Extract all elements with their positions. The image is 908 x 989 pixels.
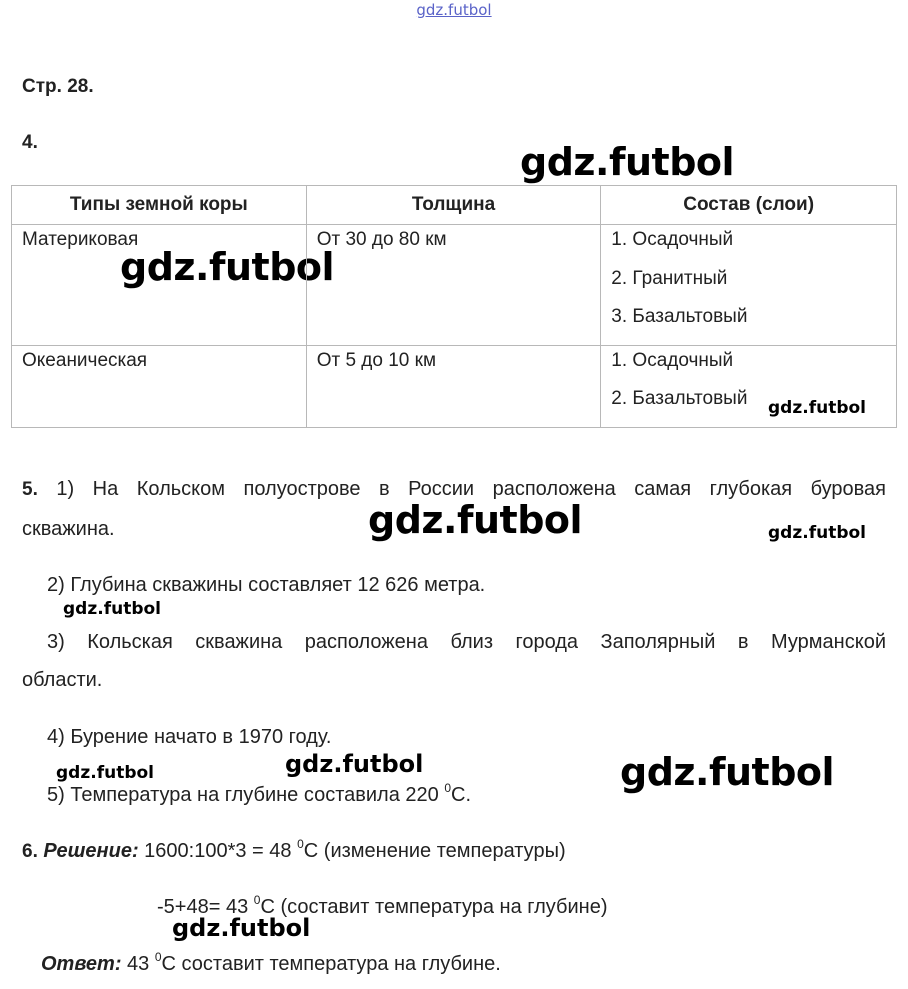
cell-crust-type — [12, 225, 307, 346]
cell-thickness — [306, 225, 601, 346]
task-5-item-5-text: 5) Температура на глубине составила 220 — [47, 784, 445, 806]
table-header-row — [12, 186, 897, 225]
task-5-paragraph-1 — [22, 478, 886, 501]
cell-text: Материковая — [22, 229, 139, 250]
degree-mark: 0 — [444, 781, 452, 795]
task-5-item-4: 4) Бурение начато в 1970 году. — [47, 726, 332, 748]
answer-rest: С составит температура на глубине. — [161, 953, 501, 975]
cell-text: Океаническая — [22, 349, 148, 371]
solution-line-2-rest: С (составит температура на глубине) — [260, 896, 608, 918]
layer-item: 3. Базальтовый — [611, 306, 748, 327]
watermark: gdz.futbol — [768, 523, 866, 543]
solution-line-2-text: -5+48= 43 — [157, 896, 254, 918]
degree-mark: 0 — [154, 950, 162, 964]
watermark: gdz.futbol — [768, 398, 866, 418]
watermark: gdz.futbol — [120, 245, 335, 289]
table-row — [12, 345, 897, 427]
task-5-paragraph-3 — [47, 631, 886, 654]
task-6-number: 6. — [22, 841, 38, 862]
solution-line-1-text: 1600:100*3 = 48 — [144, 840, 298, 862]
watermark: gdz.futbol — [368, 498, 583, 542]
task-5-number: 5. — [22, 479, 38, 500]
column-header-layers: Состав (слои) — [601, 186, 897, 225]
answer-label: Ответ: — [41, 953, 122, 975]
cell-text: От 5 до 10 км — [316, 349, 437, 371]
task-5-item-3-cont: области. — [22, 669, 103, 691]
task-6-solution-line — [22, 837, 566, 863]
crust-types-table — [11, 185, 897, 428]
answer-text: 43 — [121, 953, 155, 975]
watermark: gdz.futbol — [56, 763, 154, 783]
layer-item: 2. Базальтовый — [611, 388, 748, 409]
cell-layers — [601, 345, 897, 427]
cell-text: От 30 до 80 км — [316, 229, 447, 250]
degree-mark: 0 — [297, 837, 304, 851]
task-5-item-5 — [47, 781, 472, 807]
task-5-item-1: 1) На Кольском полуострове в России расположена самая глубокая буровая — [56, 478, 886, 500]
cell-layers — [601, 225, 897, 346]
column-header-type: Типы земной коры — [12, 186, 307, 225]
table-row — [12, 225, 897, 346]
solution-line-1-rest: С (изменение температуры) — [303, 840, 566, 862]
task-5-item-3: 3) Кольская скважина расположена близ города Заполярный в Мурманской — [47, 631, 886, 653]
task-6-solution-line-2 — [157, 893, 608, 919]
cell-crust-type — [12, 345, 307, 427]
watermark: gdz.futbol — [63, 599, 161, 619]
page-title: Стр. 28. — [22, 76, 94, 97]
task-5-item-1-cont: скважина. — [22, 518, 115, 540]
column-header-thickness: Толщина — [306, 186, 601, 225]
task-6-answer — [41, 950, 501, 976]
solution-label: Решение: — [43, 840, 139, 862]
cell-thickness — [306, 345, 601, 427]
layer-item: 2. Гранитный — [611, 267, 728, 289]
watermark-top[interactable]: gdz.futbol — [416, 1, 492, 19]
degree-mark: 0 — [253, 893, 261, 907]
watermark: gdz.futbol — [520, 140, 735, 184]
task-5-item-2: 2) Глубина скважины составляет 12 626 метра. — [47, 574, 486, 596]
layer-item: 1. Осадочный — [611, 229, 734, 250]
watermark: gdz.futbol — [620, 750, 835, 794]
task-5-item-5-unit: С. — [451, 784, 472, 806]
task-4-number: 4. — [22, 132, 38, 153]
watermark: gdz.futbol — [172, 914, 311, 942]
layer-item: 1. Осадочный — [611, 349, 734, 371]
watermark: gdz.futbol — [285, 750, 424, 778]
